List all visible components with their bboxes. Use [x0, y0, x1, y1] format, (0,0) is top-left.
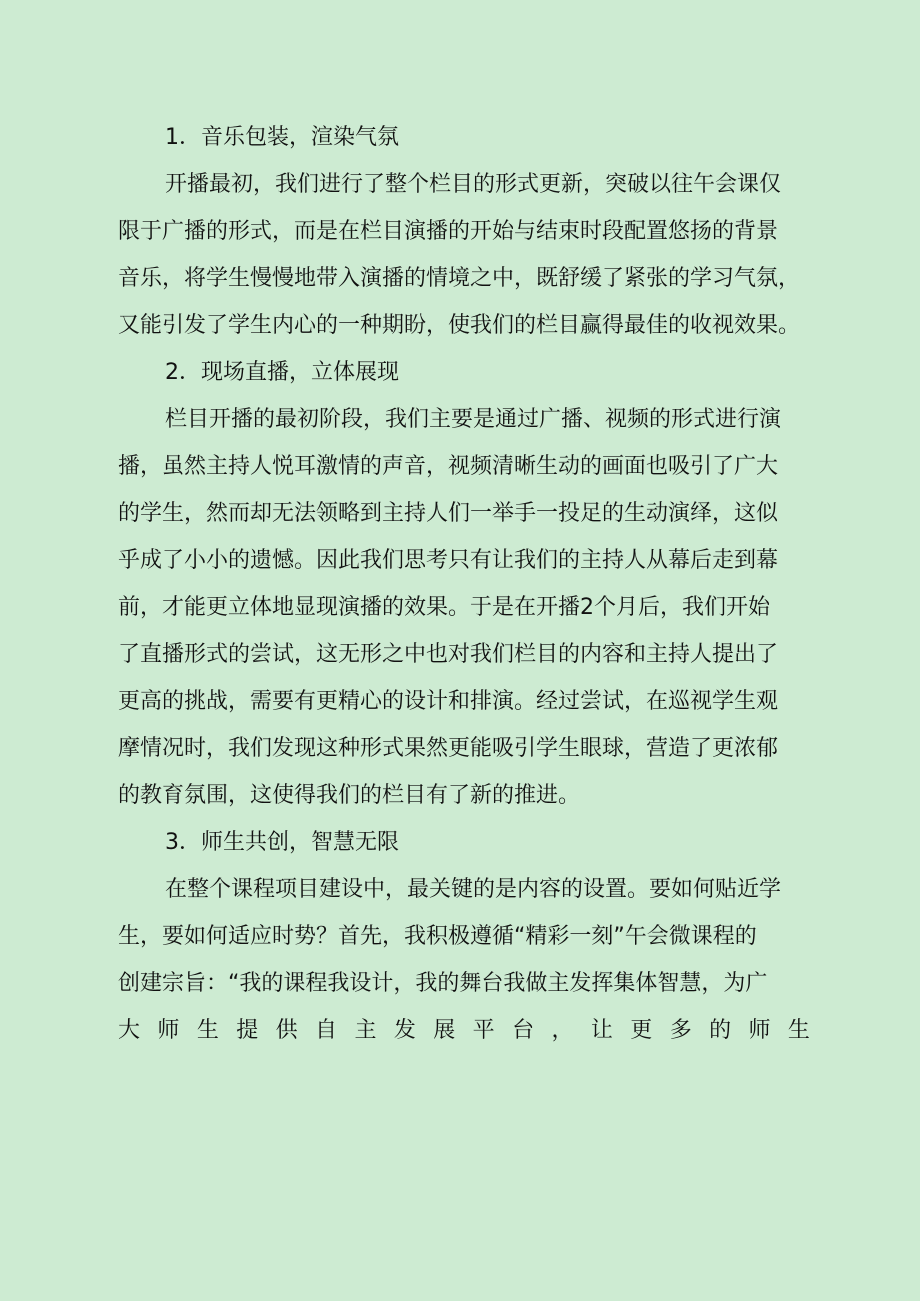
paragraph-line: 又能引发了学生内心的一种期盼，使我们的栏目赢得最佳的收视效果。 — [118, 313, 801, 338]
paragraph-line: 更高的挑战，需要有更精心的设计和排演。经过尝试，在巡视学生观 — [118, 689, 779, 714]
spread-char: 生 — [787, 1018, 810, 1043]
spread-char: 让 — [590, 1018, 613, 1043]
spread-char: 平 — [472, 1018, 495, 1043]
paragraph-line: 了直播形式的尝试，这无形之中也对我们栏目的内容和主持人提出了 — [118, 642, 779, 667]
spread-char: ， — [551, 1018, 574, 1043]
paragraph-line: 在整个课程项目建设中，最关键的是内容的设置。要如何贴近学 — [165, 877, 782, 902]
paragraph-line: 播，虽然主持人悦耳激情的声音，视频清晰生动的画面也吸引了广大 — [118, 454, 779, 479]
paragraph-line: 前，才能更立体地显现演播的效果。于是在开播2个月后，我们开始 — [118, 595, 770, 620]
spread-char: 供 — [275, 1018, 298, 1043]
spread-char: 发 — [393, 1018, 416, 1043]
heading-co-creation: 3．师生共创，智慧无限 — [165, 830, 399, 855]
paragraph-line: 乎成了小小的遗憾。因此我们思考只有让我们的主持人从幕后走到幕 — [118, 548, 779, 573]
paragraph-line: 的学生，然而却无法领略到主持人们一举手一投足的生动演绎，这似 — [118, 501, 779, 526]
spread-char: 师 — [748, 1018, 771, 1043]
spread-char: 生 — [196, 1018, 219, 1043]
spread-char: 主 — [354, 1018, 377, 1043]
spread-char: 更 — [630, 1018, 653, 1043]
document-page — [118, 114, 810, 1054]
spread-char: 大 — [118, 1018, 141, 1043]
spread-char: 师 — [157, 1018, 180, 1043]
paragraph-line: 生，要如何适应时势？首先，我积极遵循“精彩一刻”午会微课程的 — [118, 924, 757, 949]
spread-paragraph-line — [118, 1007, 810, 1054]
spread-char: 多 — [669, 1018, 692, 1043]
paragraph-line: 的教育氛围，这使得我们的栏目有了新的推进。 — [118, 783, 581, 808]
spread-char: 展 — [433, 1018, 456, 1043]
paragraph-line: 栏目开播的最初阶段，我们主要是通过广播、视频的形式进行演 — [165, 407, 782, 432]
paragraph-line: 创建宗旨：“我的课程我设计，我的舞台我做主发挥集体智慧，为广 — [118, 971, 768, 996]
paragraph-line: 摩情况时，我们发现这种形式果然更能吸引学生眼球，营造了更浓郁 — [118, 736, 779, 761]
spread-char: 提 — [236, 1018, 259, 1043]
spread-char: 台 — [512, 1018, 535, 1043]
spread-char: 自 — [315, 1018, 338, 1043]
paragraph-line: 限于广播的形式，而是在栏目演播的开始与结束时段配置悠扬的背景 — [118, 219, 779, 244]
spread-char: 的 — [709, 1018, 732, 1043]
paragraph-line: 开播最初，我们进行了整个栏目的形式更新，突破以往午会课仅 — [165, 172, 782, 197]
heading-music-packaging: 1．音乐包装，渲染气氛 — [165, 125, 399, 150]
heading-live-broadcast: 2．现场直播，立体展现 — [165, 360, 399, 385]
paragraph-line: 音乐，将学生慢慢地带入演播的情境之中，既舒缓了紧张的学习气氛， — [118, 266, 801, 291]
